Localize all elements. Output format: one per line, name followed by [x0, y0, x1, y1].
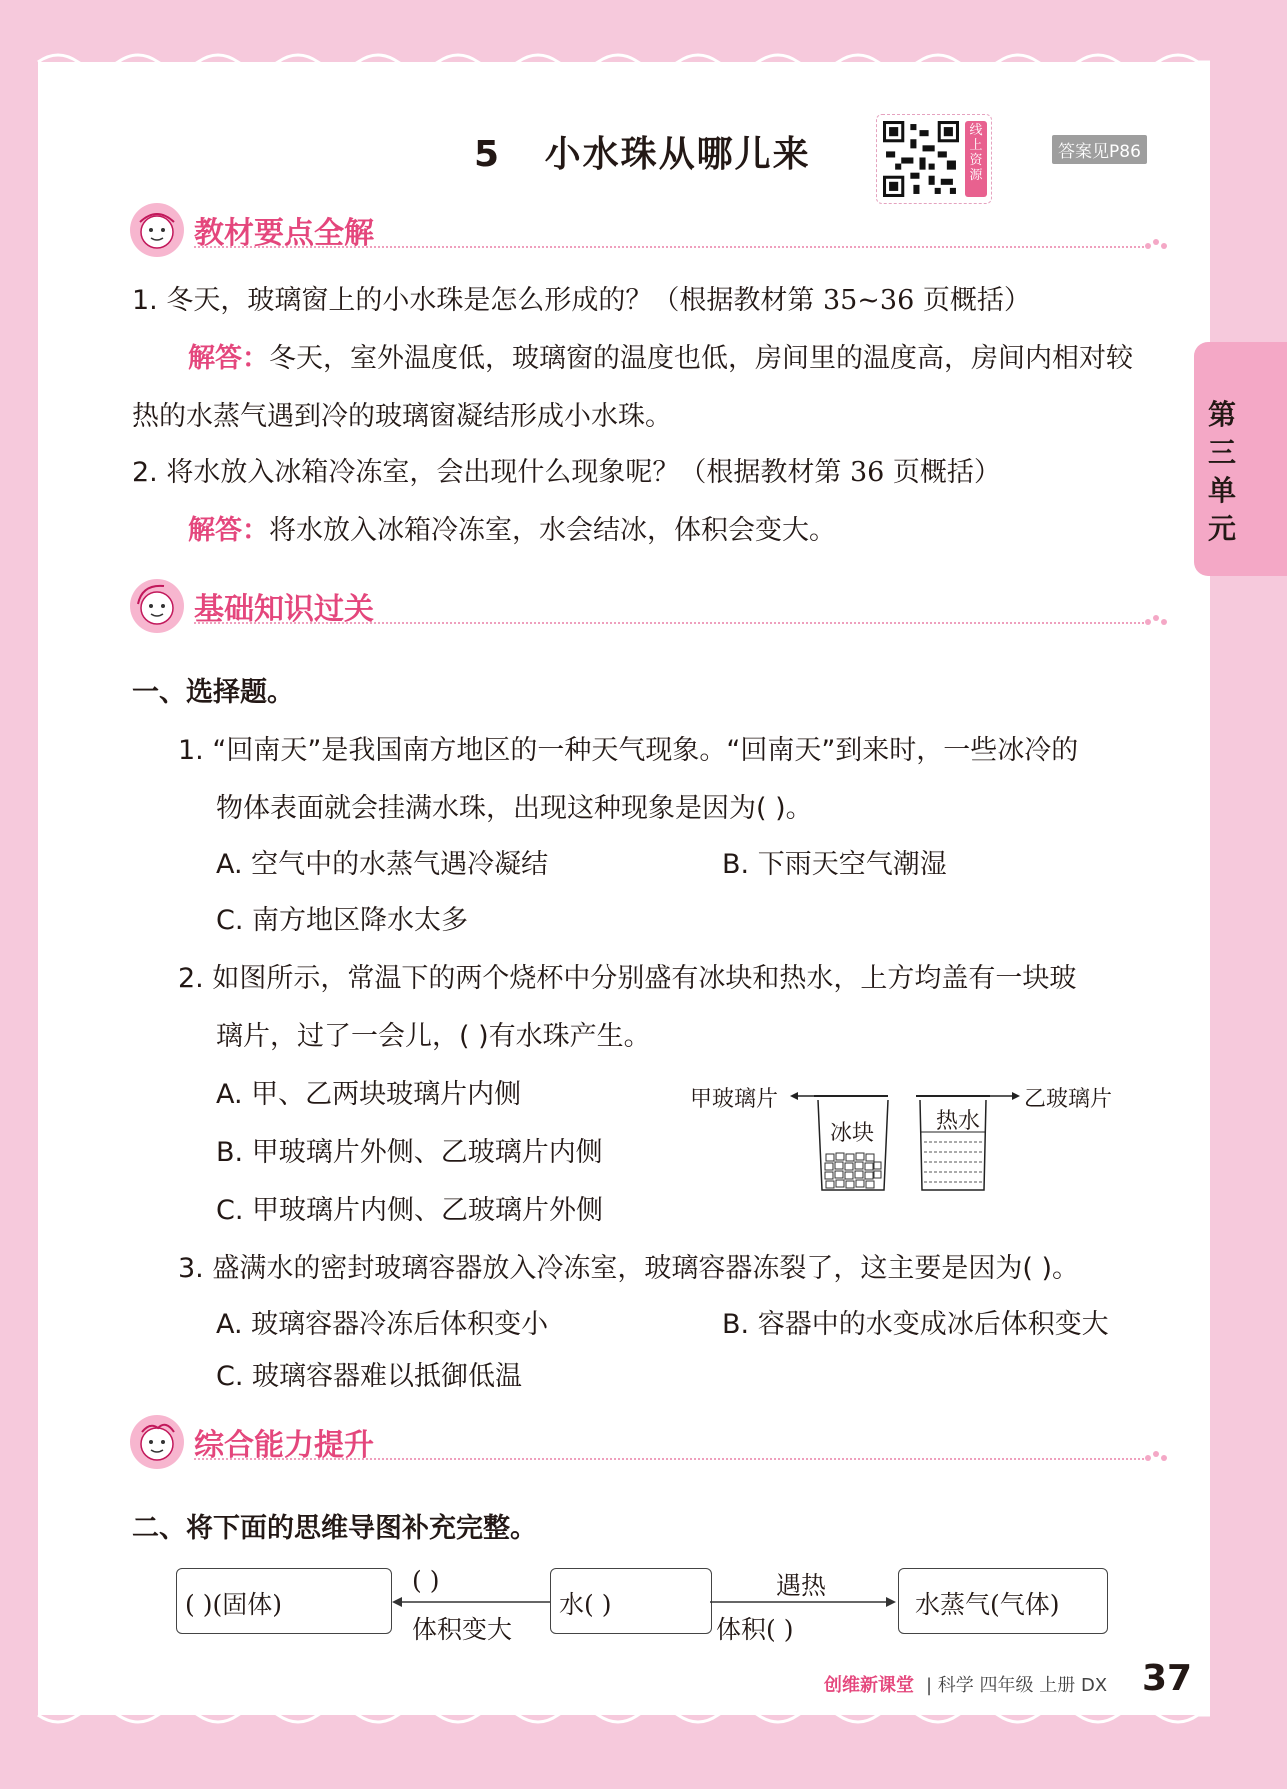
part-one-title: 一、选择题。 [132, 677, 294, 708]
q2-option-c[interactable]: C. 甲玻璃片内侧、乙玻璃片外侧 [216, 1195, 604, 1226]
part-two-title: 二、将下面的思维导图补充完整。 [132, 1513, 537, 1544]
section-key-points-header [128, 202, 1168, 262]
ice-label: 冰块 [830, 1121, 875, 1146]
glass-b-label: 乙玻璃片 [1024, 1087, 1113, 1112]
divider [194, 622, 1144, 624]
kp-answer-2: 解答：将水放入冰箱冷冻室，水会结冰，体积会变大。 [188, 515, 836, 546]
section-ability-header [128, 1414, 1168, 1474]
mindmap-arrow1-top: ( ) [412, 1566, 440, 1595]
choice-question-1-line1: 1. “回南天”是我国南方地区的一种天气现象。“回南天”到来时，一些冰冷的 [178, 735, 1079, 766]
choice-question-1-line2: 物体表面就会挂满水珠，出现这种现象是因为( )。 [216, 793, 813, 824]
glass-a-label: 甲玻璃片 [690, 1087, 779, 1112]
divider [194, 1458, 1144, 1460]
q1-option-b[interactable]: B. 下雨天空气潮湿 [722, 849, 947, 880]
mindmap-solid-text: ( )(固体) [185, 1590, 282, 1619]
mindmap-arrow2-top: 遇热 [776, 1571, 827, 1600]
footer-brand: 创维新课堂 [824, 1675, 914, 1696]
section-title: 基础知识过关 [194, 592, 374, 627]
lesson-title-text: 小水珠从哪儿来 [544, 134, 811, 175]
lesson-number: 5 [474, 134, 502, 175]
choice-question-2-line1: 2. 如图所示，常温下的两个烧杯中分别盛有冰块和热水，上方均盖有一块玻 [178, 963, 1077, 994]
dots-icon [1144, 238, 1168, 254]
mindmap-vapor-box [898, 1568, 1108, 1634]
mindmap-arrow1-bottom: 体积变大 [412, 1615, 513, 1644]
mindmap-water-text: 水( ) [559, 1590, 612, 1619]
q1-option-a[interactable]: A. 空气中的水蒸气遇冷凝结 [216, 849, 549, 880]
divider [194, 246, 1144, 248]
dots-icon [1144, 614, 1168, 630]
q2-option-a[interactable]: A. 甲、乙两块玻璃片内侧 [216, 1079, 522, 1110]
section-title: 教材要点全解 [194, 216, 374, 251]
mindmap-water-box[interactable] [550, 1568, 712, 1634]
unit-tab [1194, 342, 1287, 576]
kp-answer-1-line2: 热的水蒸气遇到冷的玻璃窗凝结形成小水珠。 [132, 401, 672, 432]
choice-question-2-line2: 璃片，过了一会儿，( )有水珠产生。 [216, 1021, 651, 1052]
mascot-icon [128, 578, 186, 634]
unit-tab-label: 第三单元 [1207, 398, 1236, 545]
hot-water-label: 热水 [936, 1109, 981, 1134]
footer-info: | 科学 四年级 上册 DX [926, 1675, 1108, 1696]
qr-code-block[interactable] [876, 114, 992, 204]
kp-question-2: 2. 将水放入冰箱冷冻室，会出现什么现象呢？（根据教材第 36 页概括） [132, 457, 1001, 488]
page-number: 37 [1142, 1658, 1193, 1699]
kp-question-1: 1. 冬天，玻璃窗上的小水珠是怎么形成的？（根据教材第 35~36 页概括） [132, 285, 1031, 316]
q3-option-c[interactable]: C. 玻璃容器难以抵御低温 [216, 1361, 523, 1392]
online-resource-tag: 线上资源 [965, 121, 987, 197]
answer-reference: 答案见P86 [1052, 135, 1147, 164]
lesson-title [474, 126, 811, 177]
mindmap-solid-box[interactable] [176, 1568, 392, 1634]
mascot-icon [128, 1414, 186, 1470]
mindmap-arrow2-bottom: 体积( ) [716, 1615, 794, 1644]
q2-option-b[interactable]: B. 甲玻璃片外侧、乙玻璃片内侧 [216, 1137, 603, 1168]
beaker-figure [688, 1080, 1118, 1200]
dots-icon [1144, 1450, 1168, 1466]
section-basic-knowledge-header [128, 578, 1168, 638]
choice-question-3-line1: 3. 盛满水的密封玻璃容器放入冷冻室，玻璃容器冻裂了，这主要是因为( )。 [178, 1253, 1080, 1284]
kp-answer-1-line1: 解答：冬天，室外温度低，玻璃窗的温度也低，房间里的温度高，房间内相对较 [188, 343, 1133, 374]
q3-option-a[interactable]: A. 玻璃容器冷冻后体积变小 [216, 1309, 549, 1340]
q3-option-b[interactable]: B. 容器中的水变成冰后体积变大 [722, 1309, 1109, 1340]
mindmap-vapor-text: 水蒸气(气体) [915, 1590, 1060, 1619]
section-title: 综合能力提升 [194, 1428, 374, 1463]
mascot-icon [128, 202, 186, 258]
q1-option-c[interactable]: C. 南方地区降水太多 [216, 905, 469, 936]
qr-code-icon[interactable] [883, 121, 959, 197]
